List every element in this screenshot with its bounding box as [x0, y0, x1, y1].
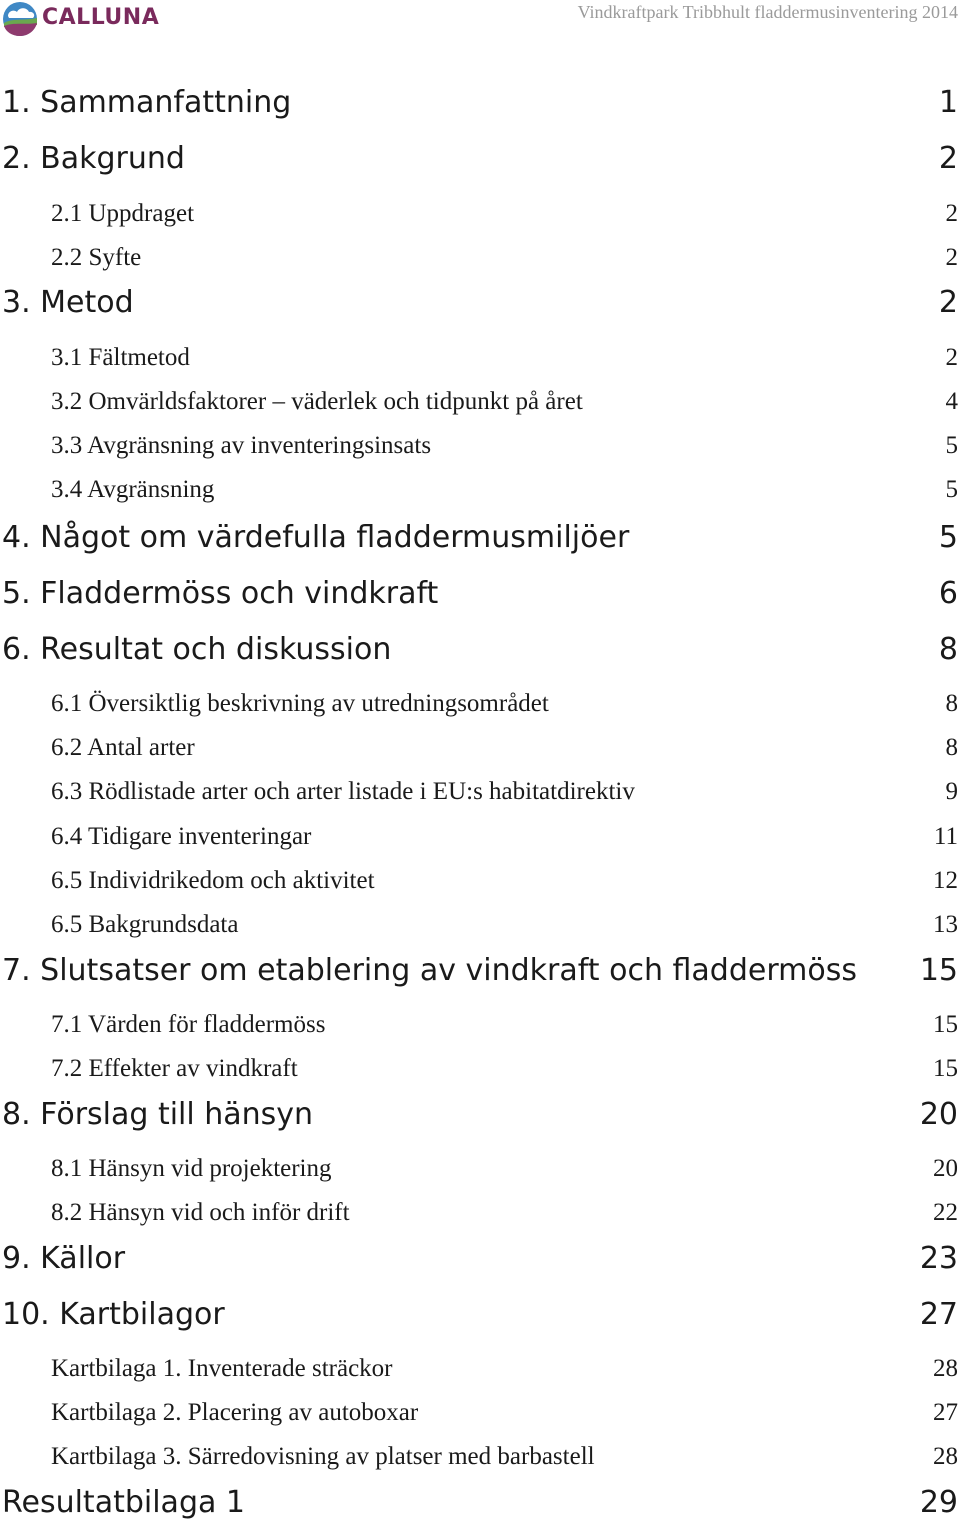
toc-entry-page-number: 2 [945, 344, 958, 371]
toc-entry-page-number: 28 [933, 1443, 958, 1470]
toc-entry-label: 2.2 Syfte [51, 244, 142, 271]
toc-entry-page-number: 8 [945, 690, 958, 717]
toc-entry-label: 6.3 Rödlistade arter och arter listade i EU:s habitatdirektiv [51, 778, 635, 805]
toc-entry-label: 6.2 Antal arter [51, 734, 195, 761]
toc-entry-label: 1. Sammanfattning [2, 85, 292, 120]
toc-entry-label: 8. Förslag till hänsyn [2, 1097, 314, 1132]
toc-entry-page-number: 15 [933, 1055, 958, 1082]
toc-entry-page-number: 8 [945, 734, 958, 761]
toc-entry-label: 2.1 Uppdraget [51, 200, 195, 227]
toc-entry-page-number: 29 [919, 1485, 958, 1520]
toc-entry-page-number: 2 [945, 200, 958, 227]
toc-entry-page-number: 2 [938, 285, 958, 320]
toc-entry-page-number: 15 [933, 1011, 958, 1038]
toc-entry-page-number: 12 [933, 867, 958, 894]
toc-entry-label: 6.5 Individrikedom och aktivitet [51, 867, 375, 894]
toc-entry-label: Resultatbilaga 1 [2, 1485, 245, 1520]
toc-entry-page-number: 27 [933, 1399, 958, 1426]
toc-entry-page-number: 28 [933, 1355, 958, 1382]
toc-entry-label: 5. Fladdermöss och vindkraft [2, 576, 439, 611]
toc-entry-label: Kartbilaga 3. Särredovisning av platser med barbastell [51, 1443, 595, 1470]
toc-entry-label: 7.2 Effekter av vindkraft [51, 1055, 298, 1082]
toc-entry-page-number: 13 [933, 911, 958, 938]
toc-entry-label: 3.2 Omvärldsfaktorer – väderlek och tidpunkt på året [51, 388, 583, 415]
toc-entry-page-number: 1 [938, 85, 958, 120]
toc-entry-label: 6.1 Översiktlig beskrivning av utredningsområdet [51, 690, 549, 717]
document-title: Vindkraftpark Tribbhult fladdermusinventering 2014 [577, 2, 958, 22]
toc-entry-page-number: 23 [919, 1241, 958, 1276]
toc-entry-label: Kartbilaga 1. Inventerade sträckor [51, 1355, 393, 1382]
toc-entry-label: 9. Källor [2, 1241, 126, 1276]
toc-entry-label: 7. Slutsatser om etablering av vindkraft och fladdermöss [2, 953, 857, 988]
toc-entry-page-number: 27 [919, 1297, 958, 1332]
toc-entry-label: 8.2 Hänsyn vid och inför drift [51, 1199, 350, 1226]
toc-entry-page-number: 20 [933, 1155, 958, 1182]
logo-text: CALLUNA [42, 5, 160, 30]
toc-entry-page-number: 9 [945, 778, 958, 805]
toc-entry-page-number: 15 [919, 953, 958, 988]
toc-entry-label: 6.4 Tidigare inventeringar [51, 823, 312, 850]
toc-entry-page-number: 5 [945, 432, 958, 459]
toc-entry-page-number: 6 [938, 576, 958, 611]
toc-entry-label: Kartbilaga 2. Placering av autoboxar [51, 1399, 419, 1426]
toc-entry-page-number: 22 [933, 1199, 958, 1226]
toc-entry-label: 6. Resultat och diskussion [2, 632, 392, 667]
toc-entry-label: 2. Bakgrund [2, 141, 185, 176]
toc-entry-page-number: 5 [938, 520, 958, 555]
toc-entry-label: 3.1 Fältmetod [51, 344, 190, 371]
toc-entry-label: 3.3 Avgränsning av inventeringsinsats [51, 432, 432, 459]
toc-entry-page-number: 5 [945, 476, 958, 503]
toc-entry-label: 7.1 Värden för fladdermöss [51, 1011, 326, 1038]
toc-entry-page-number: 2 [938, 141, 958, 176]
toc-entry-label: 10. Kartbilagor [2, 1297, 225, 1332]
toc-entry-page-number: 11 [933, 823, 958, 850]
toc-entry-label: 6.5 Bakgrundsdata [51, 911, 239, 938]
toc-entry-label: 4. Något om värdefulla fladdermusmiljöer [2, 520, 630, 555]
toc-entry-page-number: 8 [938, 632, 958, 667]
toc-entry-label: 3.4 Avgränsning [51, 476, 215, 503]
toc-entry-page-number: 4 [945, 388, 958, 415]
toc-entry-label: 3. Metod [2, 285, 134, 320]
toc-entry-page-number: 2 [945, 244, 958, 271]
toc-entry-page-number: 20 [919, 1097, 958, 1132]
toc-entry-label: 8.1 Hänsyn vid projektering [51, 1155, 332, 1182]
